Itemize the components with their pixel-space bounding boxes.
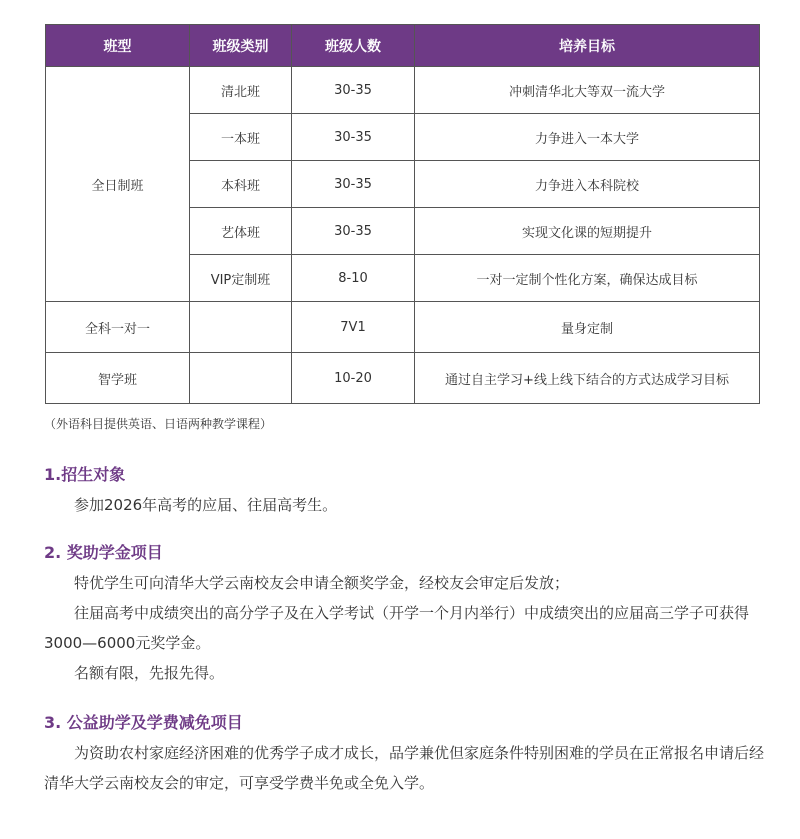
section-paragraph: 往届高考中成绩突出的高分学子及在入学考试（开学一个月内举行）中成绩突出的应届高三学子可获得3000—6000元奖学金。 xyxy=(44,604,750,652)
size-cell: 30-35 xyxy=(292,208,415,255)
language-course-note: （外语科目提供英语、日语两种教学课程） xyxy=(44,417,273,431)
header-training-goal: 培养目标 xyxy=(415,25,760,67)
goal-cell: 力争进入本科院校 xyxy=(415,161,760,208)
type-cell: 智学班 xyxy=(46,353,190,404)
goal-cell: 实现文化课的短期提升 xyxy=(415,208,760,255)
class-table xyxy=(45,24,760,404)
size-cell: 10-20 xyxy=(292,353,415,404)
section-scholarship xyxy=(44,542,764,688)
section-paragraph: 特优学生可向清华大学云南校友会申请全额奖学金，经校友会审定后发放； xyxy=(74,574,570,592)
goal-cell: 冲刺清华北大等双一流大学 xyxy=(415,67,760,114)
section-title: 2. 奖助学金项目 xyxy=(44,543,163,562)
table-header-row xyxy=(46,25,760,67)
header-class-size: 班级人数 xyxy=(292,25,415,67)
goal-cell: 力争进入一本大学 xyxy=(415,114,760,161)
size-cell: 30-35 xyxy=(292,161,415,208)
type-cell: 全科一对一 xyxy=(46,302,190,353)
goal-cell: 一对一定制个性化方案，确保达成目标 xyxy=(415,255,760,302)
category-cell: 本科班 xyxy=(190,161,292,208)
category-cell xyxy=(190,353,292,404)
table-row xyxy=(46,302,760,353)
section-title: 1.招生对象 xyxy=(44,465,126,484)
size-cell: 8-10 xyxy=(292,255,415,302)
category-cell: VIP定制班 xyxy=(190,255,292,302)
category-cell: 清北班 xyxy=(190,67,292,114)
fulltime-class-cell: 全日制班 xyxy=(46,67,190,302)
goal-cell: 通过自主学习+线上线下结合的方式达成学习目标 xyxy=(415,353,760,404)
header-class-type: 班型 xyxy=(46,25,190,67)
section-paragraph: 为资助农村家庭经济困难的优秀学子成才成长，品学兼优但家庭条件特别困难的学员在正常报名申请后经清华大学云南校友会的审定，可享受学费半免或全免入学。 xyxy=(44,744,765,792)
size-cell: 7V1 xyxy=(292,302,415,353)
size-cell: 30-35 xyxy=(292,67,415,114)
category-cell: 一本班 xyxy=(190,114,292,161)
table-row xyxy=(46,353,760,404)
section-paragraph: 参加2026年高考的应届、往届高考生。 xyxy=(74,496,338,514)
section-paragraph: 名额有限，先报先得。 xyxy=(74,664,225,682)
section-tuition-relief xyxy=(44,712,764,798)
table-row xyxy=(46,67,760,114)
section-enrollment-target xyxy=(44,464,764,520)
category-cell: 艺体班 xyxy=(190,208,292,255)
header-class-category: 班级类别 xyxy=(190,25,292,67)
section-title: 3. 公益助学及学费减免项目 xyxy=(44,713,243,732)
goal-cell: 量身定制 xyxy=(415,302,760,353)
size-cell: 30-35 xyxy=(292,114,415,161)
category-cell xyxy=(190,302,292,353)
